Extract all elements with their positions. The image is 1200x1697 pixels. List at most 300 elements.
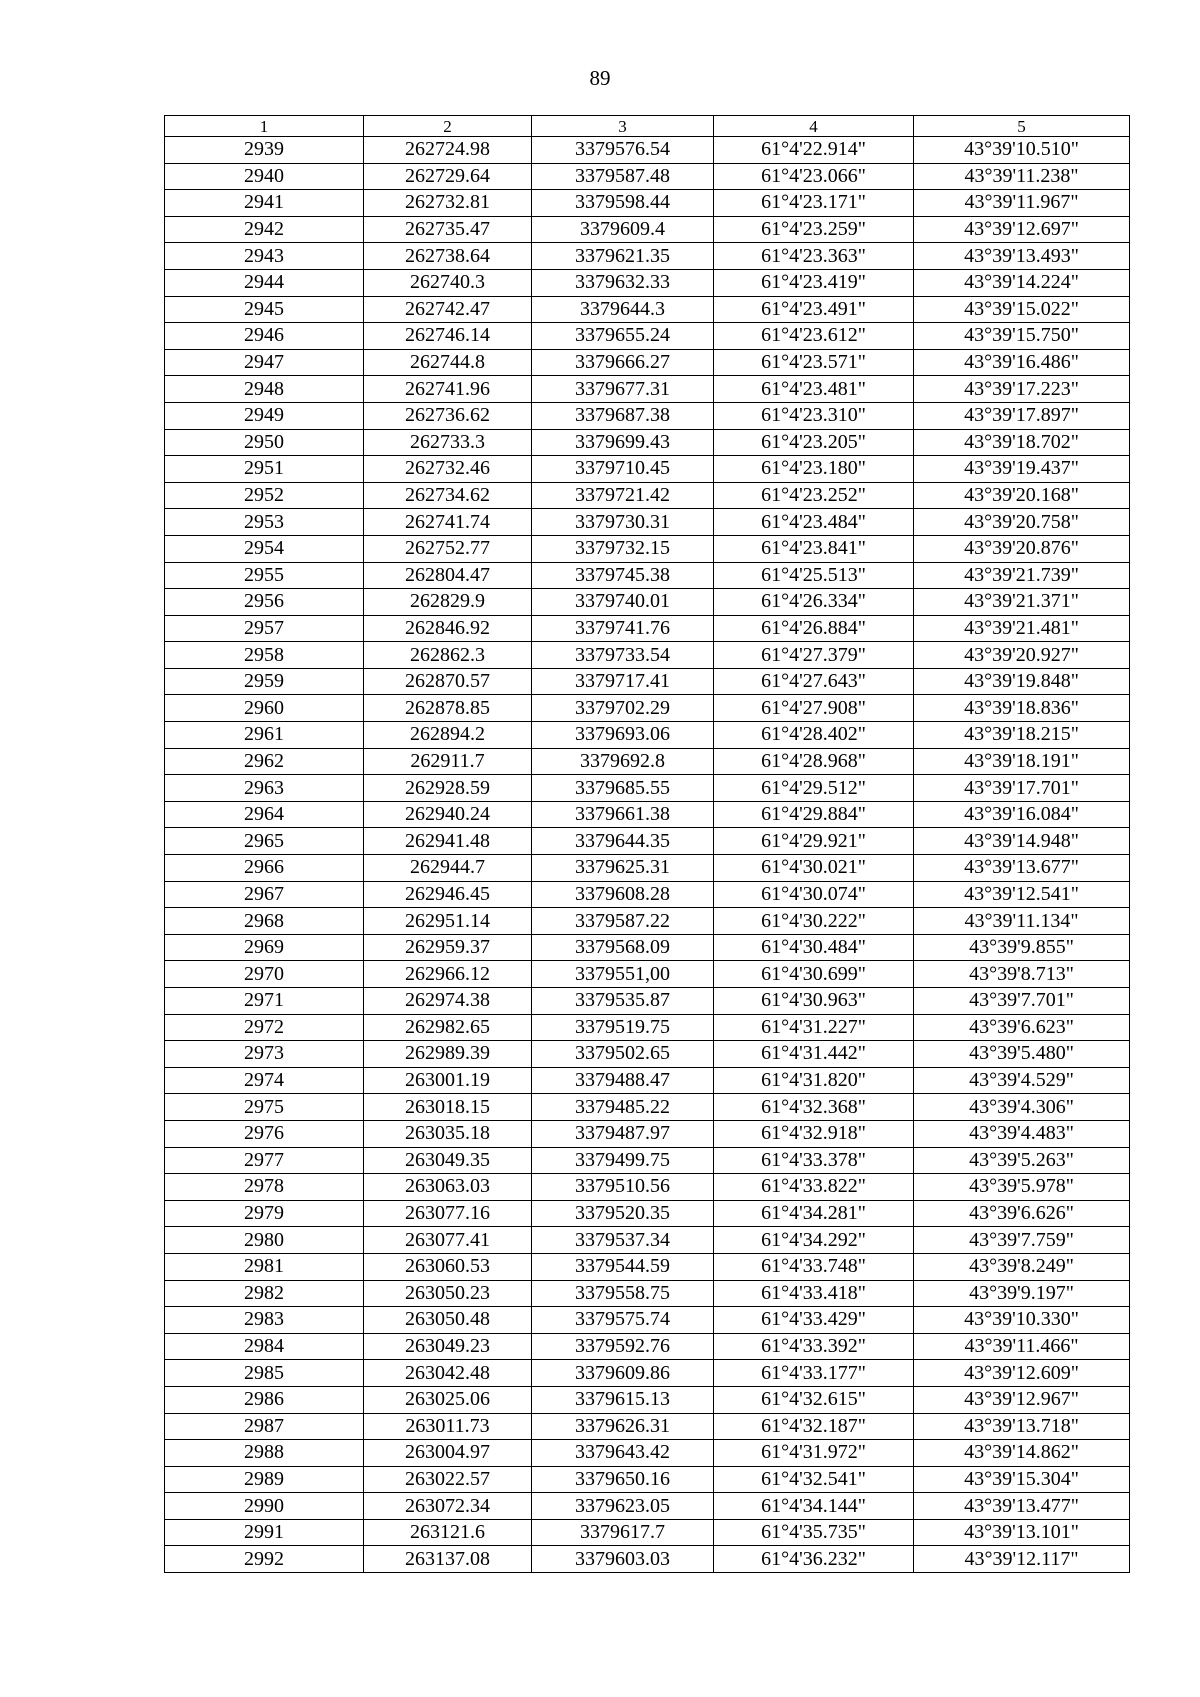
column-header: 5: [914, 116, 1130, 137]
latitude-cell: 43°39'20.758": [914, 509, 1130, 536]
x-coordinate-cell: 262732.81: [364, 190, 532, 217]
latitude-cell: 43°39'12.541": [914, 881, 1130, 908]
point-number-cell: 2976: [165, 1120, 364, 1147]
latitude-cell: 43°39'14.862": [914, 1440, 1130, 1467]
longitude-cell: 61°4'32.541": [714, 1466, 914, 1493]
x-coordinate-cell: 263060.53: [364, 1253, 532, 1280]
longitude-cell: 61°4'33.177": [714, 1360, 914, 1387]
longitude-cell: 61°4'29.512": [714, 775, 914, 802]
longitude-cell: 61°4'33.822": [714, 1174, 914, 1201]
x-coordinate-cell: 263050.23: [364, 1280, 532, 1307]
longitude-cell: 61°4'30.963": [714, 988, 914, 1015]
y-coordinate-cell: 3379609.86: [532, 1360, 714, 1387]
latitude-cell: 43°39'11.466": [914, 1333, 1130, 1360]
y-coordinate-cell: 3379537.34: [532, 1227, 714, 1254]
y-coordinate-cell: 3379661.38: [532, 801, 714, 828]
table-row: [165, 1493, 1130, 1520]
latitude-cell: 43°39'12.697": [914, 216, 1130, 243]
x-coordinate-cell: 263121.6: [364, 1519, 532, 1546]
x-coordinate-cell: 262959.37: [364, 934, 532, 961]
point-number-cell: 2965: [165, 828, 364, 855]
y-coordinate-cell: 3379732.15: [532, 535, 714, 562]
point-number-cell: 2990: [165, 1493, 364, 1520]
point-number-cell: 2987: [165, 1413, 364, 1440]
column-header: 4: [714, 116, 914, 137]
latitude-cell: 43°39'15.750": [914, 323, 1130, 350]
point-number-cell: 2986: [165, 1386, 364, 1413]
y-coordinate-cell: 3379745.38: [532, 562, 714, 589]
x-coordinate-cell: 262941.48: [364, 828, 532, 855]
x-coordinate-cell: 263049.23: [364, 1333, 532, 1360]
y-coordinate-cell: 3379699.43: [532, 429, 714, 456]
longitude-cell: 61°4'23.612": [714, 323, 914, 350]
latitude-cell: 43°39'9.855": [914, 934, 1130, 961]
point-number-cell: 2985: [165, 1360, 364, 1387]
latitude-cell: 43°39'7.759": [914, 1227, 1130, 1254]
y-coordinate-cell: 3379644.35: [532, 828, 714, 855]
latitude-cell: 43°39'10.330": [914, 1307, 1130, 1334]
table-row: [165, 1014, 1130, 1041]
y-coordinate-cell: 3379730.31: [532, 509, 714, 536]
latitude-cell: 43°39'4.483": [914, 1120, 1130, 1147]
longitude-cell: 61°4'31.442": [714, 1041, 914, 1068]
y-coordinate-cell: 3379520.35: [532, 1200, 714, 1227]
longitude-cell: 61°4'23.171": [714, 190, 914, 217]
table-row: [165, 269, 1130, 296]
point-number-cell: 2971: [165, 988, 364, 1015]
table-row: [165, 1094, 1130, 1121]
table-row: [165, 535, 1130, 562]
point-number-cell: 2944: [165, 269, 364, 296]
point-number-cell: 2955: [165, 562, 364, 589]
table-row: [165, 456, 1130, 483]
x-coordinate-cell: 263025.06: [364, 1386, 532, 1413]
table-row: [165, 323, 1130, 350]
latitude-cell: 43°39'21.739": [914, 562, 1130, 589]
x-coordinate-cell: 262741.96: [364, 376, 532, 403]
x-coordinate-cell: 262862.3: [364, 642, 532, 669]
latitude-cell: 43°39'5.480": [914, 1041, 1130, 1068]
y-coordinate-cell: 3379702.29: [532, 695, 714, 722]
longitude-cell: 61°4'23.180": [714, 456, 914, 483]
x-coordinate-cell: 262951.14: [364, 908, 532, 935]
y-coordinate-cell: 3379741.76: [532, 615, 714, 642]
y-coordinate-cell: 3379710.45: [532, 456, 714, 483]
column-header: 2: [364, 116, 532, 137]
point-number-cell: 2970: [165, 961, 364, 988]
y-coordinate-cell: 3379615.13: [532, 1386, 714, 1413]
longitude-cell: 61°4'28.968": [714, 748, 914, 775]
x-coordinate-cell: 263022.57: [364, 1466, 532, 1493]
point-number-cell: 2947: [165, 349, 364, 376]
x-coordinate-cell: 262846.92: [364, 615, 532, 642]
point-number-cell: 2989: [165, 1466, 364, 1493]
longitude-cell: 61°4'34.144": [714, 1493, 914, 1520]
x-coordinate-cell: 262940.24: [364, 801, 532, 828]
longitude-cell: 61°4'23.259": [714, 216, 914, 243]
table-row: [165, 1147, 1130, 1174]
page-number: 89: [589, 66, 611, 90]
latitude-cell: 43°39'13.477": [914, 1493, 1130, 1520]
latitude-cell: 43°39'8.713": [914, 961, 1130, 988]
point-number-cell: 2960: [165, 695, 364, 722]
y-coordinate-cell: 3379625.31: [532, 855, 714, 882]
y-coordinate-cell: 3379644.3: [532, 296, 714, 323]
latitude-cell: 43°39'16.084": [914, 801, 1130, 828]
longitude-cell: 61°4'23.363": [714, 243, 914, 270]
x-coordinate-cell: 263018.15: [364, 1094, 532, 1121]
latitude-cell: 43°39'16.486": [914, 349, 1130, 376]
point-number-cell: 2980: [165, 1227, 364, 1254]
latitude-cell: 43°39'6.626": [914, 1200, 1130, 1227]
table-header-row: [165, 116, 1130, 137]
latitude-cell: 43°39'14.224": [914, 269, 1130, 296]
x-coordinate-cell: 262911.7: [364, 748, 532, 775]
point-number-cell: 2950: [165, 429, 364, 456]
point-number-cell: 2984: [165, 1333, 364, 1360]
longitude-cell: 61°4'23.419": [714, 269, 914, 296]
table-row: [165, 934, 1130, 961]
table-row: [165, 1440, 1130, 1467]
longitude-cell: 61°4'32.368": [714, 1094, 914, 1121]
point-number-cell: 2981: [165, 1253, 364, 1280]
y-coordinate-cell: 3379717.41: [532, 668, 714, 695]
y-coordinate-cell: 3379587.22: [532, 908, 714, 935]
latitude-cell: 43°39'5.263": [914, 1147, 1130, 1174]
table-row: [165, 1546, 1130, 1573]
point-number-cell: 2966: [165, 855, 364, 882]
latitude-cell: 43°39'4.306": [914, 1094, 1130, 1121]
point-number-cell: 2963: [165, 775, 364, 802]
column-header: 3: [532, 116, 714, 137]
table-row: [165, 668, 1130, 695]
longitude-cell: 61°4'30.074": [714, 881, 914, 908]
coordinates-table: [164, 115, 1130, 1573]
latitude-cell: 43°39'7.701": [914, 988, 1130, 1015]
latitude-cell: 43°39'12.609": [914, 1360, 1130, 1387]
point-number-cell: 2967: [165, 881, 364, 908]
longitude-cell: 61°4'23.571": [714, 349, 914, 376]
longitude-cell: 61°4'30.484": [714, 934, 914, 961]
latitude-cell: 43°39'20.168": [914, 482, 1130, 509]
y-coordinate-cell: 3379558.75: [532, 1280, 714, 1307]
y-coordinate-cell: 3379535.87: [532, 988, 714, 1015]
y-coordinate-cell: 3379733.54: [532, 642, 714, 669]
table-row: [165, 1386, 1130, 1413]
x-coordinate-cell: 262944.7: [364, 855, 532, 882]
y-coordinate-cell: 3379650.16: [532, 1466, 714, 1493]
point-number-cell: 2968: [165, 908, 364, 935]
table-row: [165, 642, 1130, 669]
latitude-cell: 43°39'4.529": [914, 1067, 1130, 1094]
table-row: [165, 1413, 1130, 1440]
y-coordinate-cell: 3379587.48: [532, 163, 714, 190]
point-number-cell: 2943: [165, 243, 364, 270]
latitude-cell: 43°39'10.510": [914, 137, 1130, 164]
x-coordinate-cell: 263050.48: [364, 1307, 532, 1334]
longitude-cell: 61°4'36.232": [714, 1546, 914, 1573]
table-row: [165, 801, 1130, 828]
latitude-cell: 43°39'17.223": [914, 376, 1130, 403]
y-coordinate-cell: 3379544.59: [532, 1253, 714, 1280]
longitude-cell: 61°4'34.292": [714, 1227, 914, 1254]
x-coordinate-cell: 263063.03: [364, 1174, 532, 1201]
longitude-cell: 61°4'23.310": [714, 402, 914, 429]
point-number-cell: 2940: [165, 163, 364, 190]
table-row: [165, 243, 1130, 270]
latitude-cell: 43°39'17.897": [914, 402, 1130, 429]
point-number-cell: 2991: [165, 1519, 364, 1546]
x-coordinate-cell: 262946.45: [364, 881, 532, 908]
point-number-cell: 2949: [165, 402, 364, 429]
latitude-cell: 43°39'20.927": [914, 642, 1130, 669]
y-coordinate-cell: 3379608.28: [532, 881, 714, 908]
table-row: [165, 1200, 1130, 1227]
x-coordinate-cell: 262741.74: [364, 509, 532, 536]
x-coordinate-cell: 263001.19: [364, 1067, 532, 1094]
y-coordinate-cell: 3379499.75: [532, 1147, 714, 1174]
point-number-cell: 2977: [165, 1147, 364, 1174]
longitude-cell: 61°4'23.066": [714, 163, 914, 190]
table-row: [165, 1466, 1130, 1493]
longitude-cell: 61°4'23.481": [714, 376, 914, 403]
latitude-cell: 43°39'13.493": [914, 243, 1130, 270]
latitude-cell: 43°39'19.848": [914, 668, 1130, 695]
latitude-cell: 43°39'18.191": [914, 748, 1130, 775]
longitude-cell: 61°4'32.187": [714, 1413, 914, 1440]
table-row: [165, 509, 1130, 536]
x-coordinate-cell: 262982.65: [364, 1014, 532, 1041]
point-number-cell: 2975: [165, 1094, 364, 1121]
table-row: [165, 1333, 1130, 1360]
y-coordinate-cell: 3379617.7: [532, 1519, 714, 1546]
y-coordinate-cell: 3379502.65: [532, 1041, 714, 1068]
point-number-cell: 2978: [165, 1174, 364, 1201]
point-number-cell: 2957: [165, 615, 364, 642]
table-row: [165, 775, 1130, 802]
x-coordinate-cell: 262733.3: [364, 429, 532, 456]
table-row: [165, 1360, 1130, 1387]
longitude-cell: 61°4'27.908": [714, 695, 914, 722]
x-coordinate-cell: 262734.62: [364, 482, 532, 509]
x-coordinate-cell: 262729.64: [364, 163, 532, 190]
x-coordinate-cell: 262735.47: [364, 216, 532, 243]
table-row: [165, 163, 1130, 190]
table-row: [165, 1253, 1130, 1280]
longitude-cell: 61°4'35.735": [714, 1519, 914, 1546]
table-body: [165, 137, 1130, 1573]
y-coordinate-cell: 3379592.76: [532, 1333, 714, 1360]
table-row: [165, 589, 1130, 616]
longitude-cell: 61°4'23.484": [714, 509, 914, 536]
table-row: [165, 748, 1130, 775]
longitude-cell: 61°4'33.418": [714, 1280, 914, 1307]
table-row: [165, 562, 1130, 589]
y-coordinate-cell: 3379575.74: [532, 1307, 714, 1334]
x-coordinate-cell: 263077.16: [364, 1200, 532, 1227]
x-coordinate-cell: 262742.47: [364, 296, 532, 323]
x-coordinate-cell: 263011.73: [364, 1413, 532, 1440]
point-number-cell: 2972: [165, 1014, 364, 1041]
table-row: [165, 376, 1130, 403]
latitude-cell: 43°39'13.101": [914, 1519, 1130, 1546]
latitude-cell: 43°39'5.978": [914, 1174, 1130, 1201]
point-number-cell: 2983: [165, 1307, 364, 1334]
latitude-cell: 43°39'18.215": [914, 722, 1130, 749]
longitude-cell: 61°4'23.491": [714, 296, 914, 323]
x-coordinate-cell: 262989.39: [364, 1041, 532, 1068]
table-row: [165, 429, 1130, 456]
latitude-cell: 43°39'18.702": [914, 429, 1130, 456]
latitude-cell: 43°39'6.623": [914, 1014, 1130, 1041]
x-coordinate-cell: 263072.34: [364, 1493, 532, 1520]
table-row: [165, 695, 1130, 722]
longitude-cell: 61°4'31.820": [714, 1067, 914, 1094]
point-number-cell: 2945: [165, 296, 364, 323]
y-coordinate-cell: 3379677.31: [532, 376, 714, 403]
y-coordinate-cell: 3379692.8: [532, 748, 714, 775]
table-row: [165, 1041, 1130, 1068]
table-row: [165, 402, 1130, 429]
table-row: [165, 881, 1130, 908]
table-row: [165, 216, 1130, 243]
point-number-cell: 2941: [165, 190, 364, 217]
point-number-cell: 2952: [165, 482, 364, 509]
point-number-cell: 2969: [165, 934, 364, 961]
latitude-cell: 43°39'11.134": [914, 908, 1130, 935]
table-row: [165, 1280, 1130, 1307]
latitude-cell: 43°39'20.876": [914, 535, 1130, 562]
latitude-cell: 43°39'11.967": [914, 190, 1130, 217]
latitude-cell: 43°39'19.437": [914, 456, 1130, 483]
point-number-cell: 2979: [165, 1200, 364, 1227]
point-number-cell: 2939: [165, 137, 364, 164]
y-coordinate-cell: 3379655.24: [532, 323, 714, 350]
x-coordinate-cell: 262870.57: [364, 668, 532, 695]
longitude-cell: 61°4'30.021": [714, 855, 914, 882]
longitude-cell: 61°4'26.884": [714, 615, 914, 642]
point-number-cell: 2958: [165, 642, 364, 669]
point-number-cell: 2946: [165, 323, 364, 350]
y-coordinate-cell: 3379551,00: [532, 961, 714, 988]
x-coordinate-cell: 262752.77: [364, 535, 532, 562]
y-coordinate-cell: 3379603.03: [532, 1546, 714, 1573]
table-row: [165, 190, 1130, 217]
table-row: [165, 961, 1130, 988]
latitude-cell: 43°39'21.371": [914, 589, 1130, 616]
latitude-cell: 43°39'9.197": [914, 1280, 1130, 1307]
table-row: [165, 988, 1130, 1015]
x-coordinate-cell: 263042.48: [364, 1360, 532, 1387]
longitude-cell: 61°4'31.227": [714, 1014, 914, 1041]
x-coordinate-cell: 262966.12: [364, 961, 532, 988]
longitude-cell: 61°4'34.281": [714, 1200, 914, 1227]
latitude-cell: 43°39'13.718": [914, 1413, 1130, 1440]
y-coordinate-cell: 3379740.01: [532, 589, 714, 616]
point-number-cell: 2956: [165, 589, 364, 616]
table-row: [165, 1174, 1130, 1201]
y-coordinate-cell: 3379721.42: [532, 482, 714, 509]
longitude-cell: 61°4'32.918": [714, 1120, 914, 1147]
table-row: [165, 1227, 1130, 1254]
longitude-cell: 61°4'23.841": [714, 535, 914, 562]
x-coordinate-cell: 262746.14: [364, 323, 532, 350]
table-row: [165, 855, 1130, 882]
table-row: [165, 137, 1130, 164]
point-number-cell: 2992: [165, 1546, 364, 1573]
x-coordinate-cell: 262744.8: [364, 349, 532, 376]
longitude-cell: 61°4'29.884": [714, 801, 914, 828]
y-coordinate-cell: 3379598.44: [532, 190, 714, 217]
longitude-cell: 61°4'23.205": [714, 429, 914, 456]
table-row: [165, 615, 1130, 642]
y-coordinate-cell: 3379685.55: [532, 775, 714, 802]
table-row: [165, 828, 1130, 855]
longitude-cell: 61°4'33.378": [714, 1147, 914, 1174]
y-coordinate-cell: 3379568.09: [532, 934, 714, 961]
y-coordinate-cell: 3379510.56: [532, 1174, 714, 1201]
x-coordinate-cell: 262829.9: [364, 589, 532, 616]
longitude-cell: 61°4'27.379": [714, 642, 914, 669]
latitude-cell: 43°39'8.249": [914, 1253, 1130, 1280]
latitude-cell: 43°39'11.238": [914, 163, 1130, 190]
table-row: [165, 296, 1130, 323]
x-coordinate-cell: 263004.97: [364, 1440, 532, 1467]
longitude-cell: 61°4'22.914": [714, 137, 914, 164]
x-coordinate-cell: 262804.47: [364, 562, 532, 589]
x-coordinate-cell: 262724.98: [364, 137, 532, 164]
latitude-cell: 43°39'13.677": [914, 855, 1130, 882]
latitude-cell: 43°39'15.022": [914, 296, 1130, 323]
latitude-cell: 43°39'14.948": [914, 828, 1130, 855]
y-coordinate-cell: 3379576.54: [532, 137, 714, 164]
longitude-cell: 61°4'28.402": [714, 722, 914, 749]
point-number-cell: 2942: [165, 216, 364, 243]
y-coordinate-cell: 3379626.31: [532, 1413, 714, 1440]
longitude-cell: 61°4'32.615": [714, 1386, 914, 1413]
y-coordinate-cell: 3379632.33: [532, 269, 714, 296]
y-coordinate-cell: 3379687.38: [532, 402, 714, 429]
y-coordinate-cell: 3379487.97: [532, 1120, 714, 1147]
point-number-cell: 2962: [165, 748, 364, 775]
table-row: [165, 482, 1130, 509]
point-number-cell: 2961: [165, 722, 364, 749]
longitude-cell: 61°4'33.429": [714, 1307, 914, 1334]
table-row: [165, 908, 1130, 935]
table-row: [165, 1519, 1130, 1546]
x-coordinate-cell: 263137.08: [364, 1546, 532, 1573]
x-coordinate-cell: 262878.85: [364, 695, 532, 722]
y-coordinate-cell: 3379623.05: [532, 1493, 714, 1520]
x-coordinate-cell: 262732.46: [364, 456, 532, 483]
longitude-cell: 61°4'31.972": [714, 1440, 914, 1467]
x-coordinate-cell: 263035.18: [364, 1120, 532, 1147]
y-coordinate-cell: 3379621.35: [532, 243, 714, 270]
column-header: 1: [165, 116, 364, 137]
y-coordinate-cell: 3379666.27: [532, 349, 714, 376]
latitude-cell: 43°39'17.701": [914, 775, 1130, 802]
x-coordinate-cell: 263077.41: [364, 1227, 532, 1254]
point-number-cell: 2988: [165, 1440, 364, 1467]
table-row: [165, 1067, 1130, 1094]
latitude-cell: 43°39'12.117": [914, 1546, 1130, 1573]
longitude-cell: 61°4'30.699": [714, 961, 914, 988]
table-row: [165, 1307, 1130, 1334]
y-coordinate-cell: 3379488.47: [532, 1067, 714, 1094]
longitude-cell: 61°4'27.643": [714, 668, 914, 695]
latitude-cell: 43°39'21.481": [914, 615, 1130, 642]
y-coordinate-cell: 3379485.22: [532, 1094, 714, 1121]
